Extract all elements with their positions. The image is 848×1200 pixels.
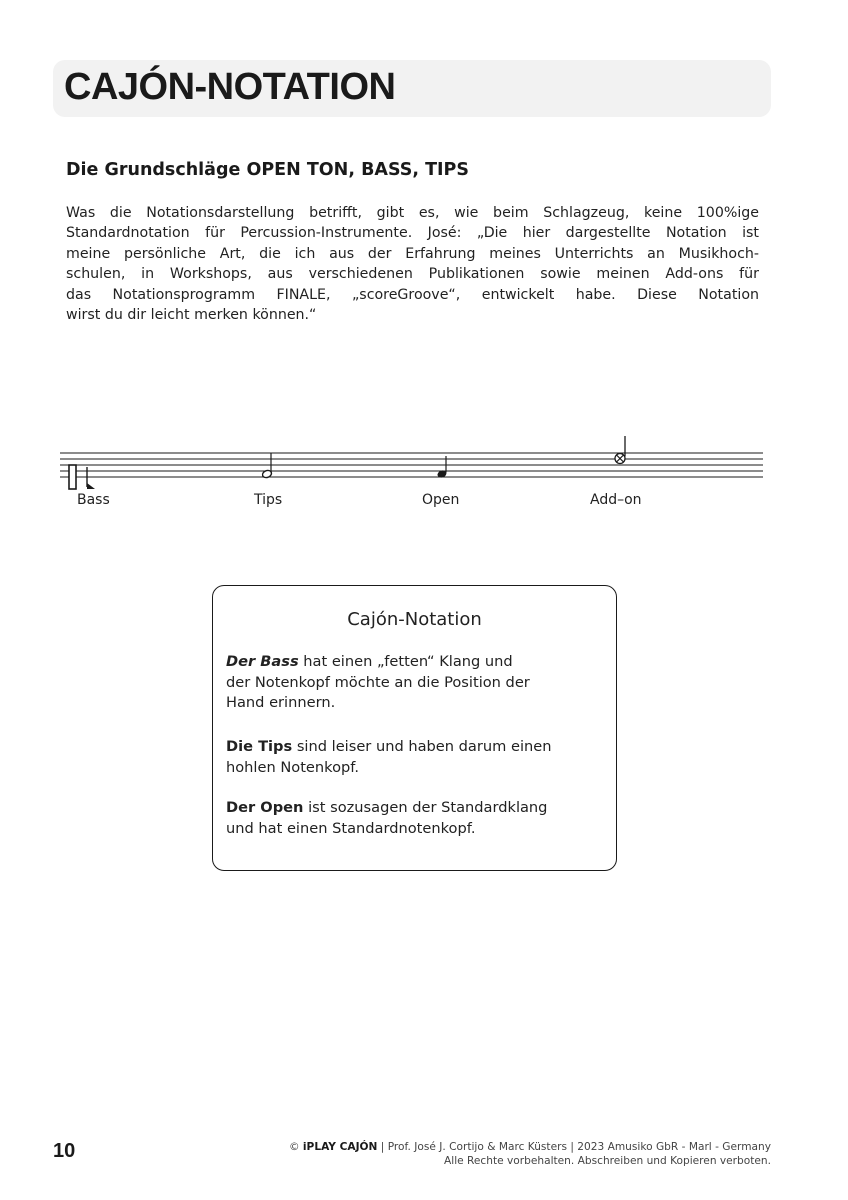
bass-term: Der Bass bbox=[226, 653, 299, 670]
intro-line: Was die Notationsdarstellung betrifft, gibt es, wie beim Schlagzeug, keine 100%ige bbox=[66, 205, 759, 221]
tips-description bbox=[226, 737, 606, 778]
page-number: 10 bbox=[53, 1140, 76, 1162]
tips-term: Die Tips bbox=[226, 738, 293, 755]
addon-note-icon bbox=[615, 436, 625, 464]
bass-note-icon bbox=[87, 467, 95, 489]
staff-lines bbox=[60, 453, 763, 477]
bass-text: Hand erinnern. bbox=[226, 694, 336, 711]
copyright-symbol: © bbox=[288, 1141, 300, 1153]
intro-line: das Notationsprogramm FINALE, „scoreGroove“, entwickelt habe. Diese Notation bbox=[66, 286, 759, 303]
info-box-title: Cajón-Notation bbox=[347, 609, 482, 630]
open-term: Der Open bbox=[226, 799, 304, 816]
info-box bbox=[212, 585, 617, 871]
open-description bbox=[226, 798, 606, 839]
footer-credits: | Prof. José J. Cortijo & Marc Küsters | 2023 Amusiko GbR - Marl - Germany bbox=[380, 1141, 771, 1153]
intro-paragraph bbox=[66, 203, 759, 325]
tips-label: Tips bbox=[254, 492, 283, 508]
tips-text: hohlen Notenkopf. bbox=[226, 758, 359, 776]
tips-text: sind leiser und haben darum einen bbox=[292, 738, 552, 755]
footer-line-2: Alle Rechte vorbehalten. Abschreiben und Kopieren verboten. bbox=[444, 1155, 771, 1167]
footer-line-1 bbox=[289, 1140, 771, 1154]
footer-brand: iPLAY CAJÓN bbox=[302, 1141, 378, 1153]
percussion-clef-icon bbox=[69, 465, 76, 489]
open-text: ist sozusagen der Standardklang bbox=[303, 799, 548, 816]
bass-label: Bass bbox=[77, 492, 110, 508]
music-staff bbox=[60, 425, 764, 495]
notation-example bbox=[60, 425, 764, 520]
tips-note-icon bbox=[262, 453, 273, 479]
bass-text: der Notenkopf möchte an die Position der bbox=[226, 673, 530, 691]
page-title: CAJÓN-NOTATION bbox=[64, 66, 396, 108]
open-text: und hat einen Standardnotenkopf. bbox=[226, 819, 476, 837]
intro-line: meine persönliche Art, die ich aus der Erfahrung meines Unterrichts an Musikhoch- bbox=[66, 245, 759, 262]
intro-line: wirst du dir leicht merken können.“ bbox=[66, 307, 317, 324]
open-label: Open bbox=[422, 492, 460, 508]
bass-text: hat einen „fetten“ Klang und bbox=[298, 653, 513, 670]
intro-line: Standardnotation für Percussion-Instrumente. José: „Die hier dargestellte Notation ist bbox=[66, 225, 759, 242]
bass-description bbox=[226, 652, 606, 714]
addon-label: Add–on bbox=[590, 492, 642, 508]
section-heading: Die Grundschläge OPEN TON, BASS, TIPS bbox=[66, 160, 469, 180]
footer bbox=[289, 1140, 771, 1168]
intro-line: schulen, in Workshops, aus verschiedenen Publikationen sowie meinen Add-ons für bbox=[66, 266, 759, 283]
